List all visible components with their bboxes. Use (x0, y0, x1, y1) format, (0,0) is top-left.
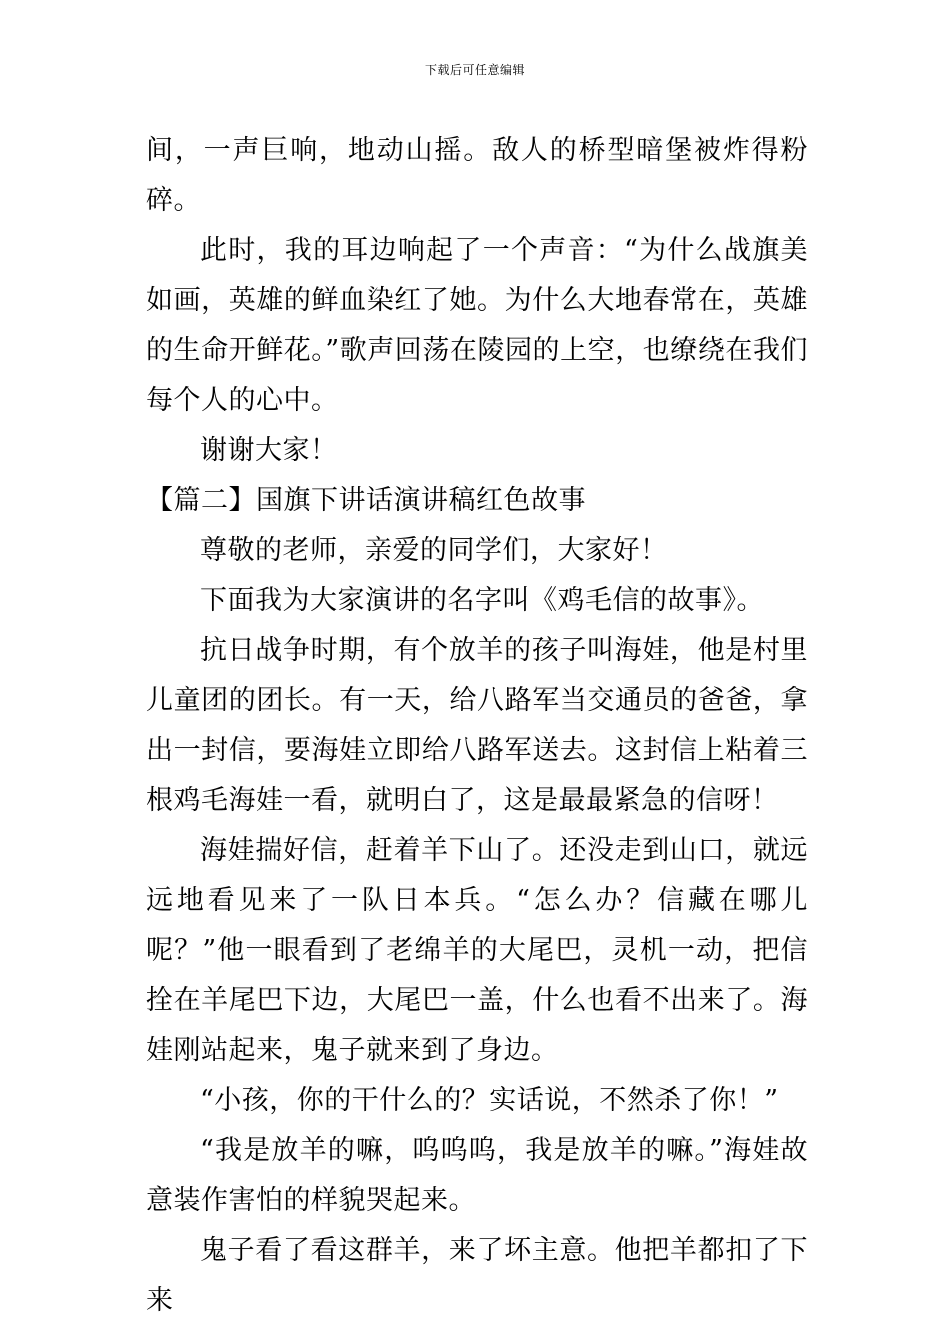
paragraph: 下面我为大家演讲的名字叫《鸡毛信的故事》。 (200, 585, 764, 616)
paragraph: 鬼子看了看这群羊，来了坏主意。他把羊都扣了下来 (146, 1235, 808, 1316)
section-heading: 【篇二】国旗下讲话演讲稿红色故事 (146, 485, 586, 516)
paragraph: 海娃揣好信，赶着羊下山了。还没走到山口，就远远地看见来了一队日本兵。“怎么办？信藏在哪儿呢？”他一眼看到了老绵羊的大尾巴，灵机一动，把信拴在羊尾巴下边，大尾巴一盖，什么也看不出来了。海娃刚站起来，鬼子就来到了身边。 (146, 835, 808, 1066)
paragraph: 抗日战争时期，有个放羊的孩子叫海娃，他是村里儿童团的团长。有一天，给八路军当交通员的爸爸，拿出一封信，要海娃立即给八路军送去。这封信上粘着三根鸡毛海娃一看，就明白了，这是最最紧急的信呀！ (146, 635, 808, 816)
paragraph: 间，一声巨响，地动山摇。敌人的桥型暗堡被炸得粉碎。 (146, 135, 808, 216)
document-body (146, 126, 808, 1326)
paragraph: 谢谢大家！ (200, 435, 338, 466)
paragraph: 尊敬的老师，亲爱的同学们，大家好！ (200, 535, 668, 566)
paragraph: 此时，我的耳边响起了一个声音：“为什么战旗美如画，英雄的鲜血染红了她。为什么大地春常在，英雄的生命开鲜花。”歌声回荡在陵园的上空，也缭绕在我们每个人的心中。 (146, 235, 808, 416)
page-header: 下载后可任意编辑 (424, 63, 525, 77)
paragraph: “小孩，你的干什么的？实话说，不然杀了你！” (200, 1085, 779, 1116)
paragraph: “我是放羊的嘛，呜呜呜，我是放羊的嘛。”海娃故意装作害怕的样貌哭起来。 (146, 1135, 808, 1216)
